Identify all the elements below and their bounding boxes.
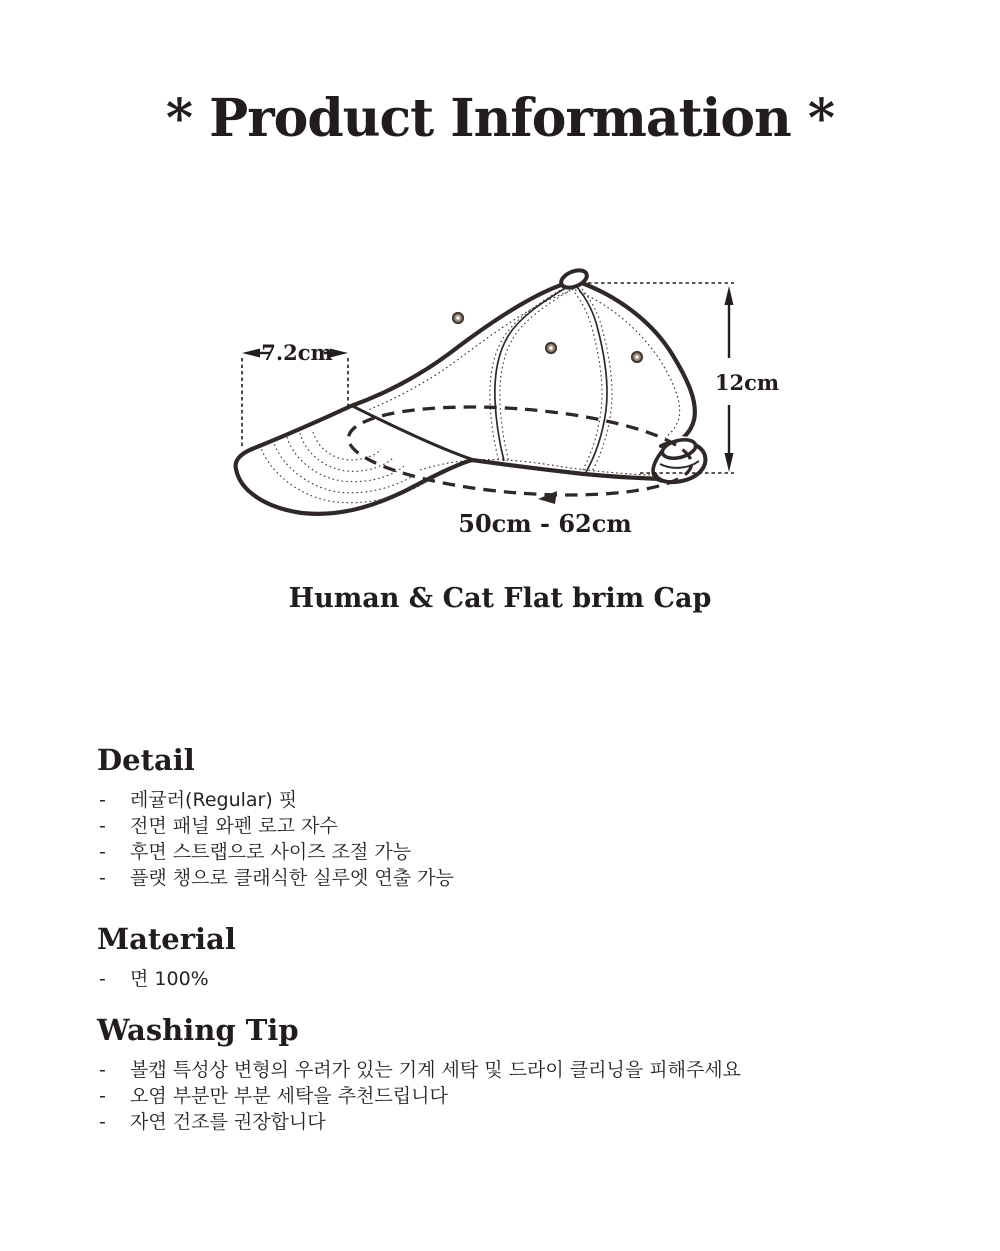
back-strap [650,436,708,485]
list-item-text: 레귤러(Regular) 핏 [130,789,298,811]
list-item [97,1057,907,1083]
info-sections [97,742,907,1135]
detail-list [97,787,907,891]
list-item-dash: - [99,815,106,837]
product-name-caption: Human & Cat Flat brim Cap [288,583,712,614]
section-heading: Material [97,922,236,956]
list-item [97,813,907,839]
crown-height-label: 12cm [714,370,780,395]
list-item-dash: - [99,867,106,889]
list-item-text: 플랫 챙으로 클래식한 실루엣 연출 가능 [130,867,454,889]
list-item-text: 전면 패널 와펜 로고 자수 [130,815,338,837]
material-list [97,966,907,992]
list-item-dash: - [99,1111,106,1133]
list-item-dash: - [99,1085,106,1107]
list-item-dash: - [99,968,106,990]
circumference-label: 50cm - 62cm [458,509,632,538]
list-item-text: 볼캡 특성상 변형의 우려가 있는 기계 세탁 및 드라이 클리닝을 피해주세요 [130,1059,742,1081]
list-item-text: 면 100% [130,968,209,990]
section-heading: Washing Tip [97,1013,299,1047]
list-item-text: 후면 스트랩으로 사이즈 조절 가능 [130,841,412,863]
section-heading: Detail [97,743,195,777]
eyelet-icon [546,343,556,353]
list-item [97,1109,907,1135]
list-item-text: 자연 건조를 권장합니다 [130,1111,326,1133]
washing-tip-list [97,1057,907,1135]
cap-measurement-diagram [220,250,800,550]
eyelet-icon [453,313,463,323]
list-item [97,787,907,813]
cap-illustration [220,250,800,550]
list-item-text: 오염 부분만 부분 세탁을 추천드립니다 [130,1085,448,1107]
list-item-dash: - [99,841,106,863]
list-item-dash: - [99,789,106,811]
brim-width-label: 7.2cm [261,340,333,365]
section-washing-tip [97,1012,907,1135]
list-item [97,865,907,891]
eyelet-icon [632,352,642,362]
list-item-dash: - [99,1059,106,1081]
list-item [97,1083,907,1109]
section-material [97,921,907,992]
list-item [97,966,907,992]
circumference-arrowhead [538,491,557,504]
page-title: * Product Information * [165,88,835,149]
list-item [97,839,907,865]
section-detail [97,742,907,891]
